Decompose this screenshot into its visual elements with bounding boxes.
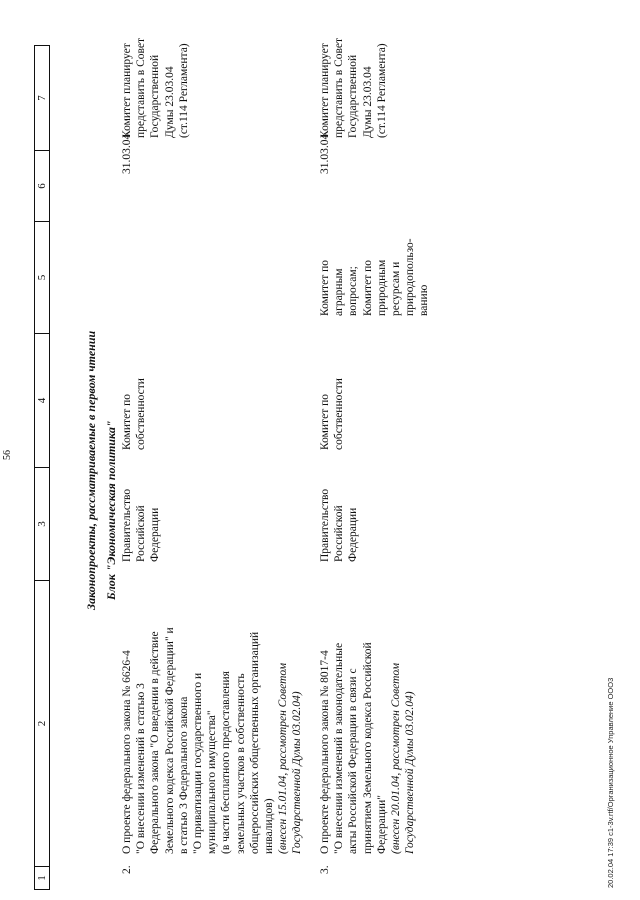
co-committee-line: Комитет по [361, 260, 374, 316]
title-line: муниципального имущества" [206, 710, 219, 854]
title-line: "О внесении изменений в статью 3 [135, 683, 148, 854]
initiator-line: Правительство [319, 488, 331, 562]
header-col-7: 7 [35, 46, 50, 151]
initiator-line: Российской [135, 505, 148, 562]
footer-file-info: 20.02.04 17:39 c1-3v.rtf/Организационное Управление OOO3 [606, 677, 615, 888]
header-col-3: 3 [35, 468, 50, 581]
title-line: О проекте федерального закона № 8017-4 [319, 650, 331, 854]
committee-line: Комитет по [319, 394, 331, 450]
block-title: Блок "Экономическая политика" [104, 420, 118, 600]
title-line: общероссийских общественных организаций [248, 631, 261, 854]
title-line: Федерального закона "О введении в действие [149, 631, 162, 854]
plan-line: Государственной [347, 54, 360, 138]
plan-line: Комитет планирует [319, 43, 331, 138]
row-2-initiator [120, 489, 163, 562]
header-col-5: 5 [35, 222, 50, 334]
title-line: акты Российской Федерации в связи с [347, 668, 360, 854]
committee-line: Комитет по [121, 394, 133, 450]
co-committee-line: ресурсам и [390, 261, 403, 316]
title-line: инвалидов) [263, 798, 276, 854]
initiator-line: Федерации [149, 507, 162, 562]
title-line: принятием Земельного кодекса Российской [361, 642, 374, 854]
plan-line: представить в Совет [135, 37, 148, 138]
row-3-initiator [318, 489, 361, 562]
plan-line: Комитет планирует [121, 43, 133, 138]
plan-line: (ст.114 Регламента) [177, 43, 190, 138]
row-3-title [318, 642, 417, 854]
plan-line: Думы 23.03.04 [163, 66, 176, 138]
note-line: (внесен 20.01.04, рассмотрен Советом [390, 662, 403, 854]
co-committee-line: ванию [418, 284, 431, 316]
header-col-4: 4 [35, 334, 50, 468]
title-line: земельных участков в собственность [234, 673, 247, 854]
committee-line: собственности [333, 378, 346, 450]
co-committee-line: природопользо- [404, 238, 417, 316]
row-2-date: 31.03.04 [121, 133, 133, 174]
title-line: "О приватизации государственного и [192, 672, 205, 854]
co-committee-line: вопросам; [347, 266, 360, 316]
title-line: "О внесении изменений в законодательные [333, 642, 346, 854]
note-line: Государственной Думы 03.02.04) [404, 691, 417, 854]
header-col-6: 6 [35, 151, 50, 222]
row-3-committee [318, 378, 346, 450]
title-line: Земельного кодекса Российской Федерации" и [163, 627, 176, 854]
row-2-title [120, 627, 305, 854]
page-number: 56 [2, 450, 13, 460]
title-line: Федерации" [375, 794, 388, 854]
row-3-number: 3. [319, 865, 331, 874]
plan-line: (ст.114 Регламента) [375, 43, 388, 138]
row-3-plan [318, 38, 389, 138]
committee-line: собственности [135, 378, 148, 450]
plan-line: Думы 23.03.04 [361, 66, 374, 138]
row-2-number: 2. [121, 865, 133, 874]
title-line: в статью 3 Федерального закона [177, 696, 190, 854]
row-3-date: 31.03.04 [319, 133, 331, 174]
plan-line: представить в Совет [333, 37, 346, 138]
row-3-co-committee [318, 238, 432, 316]
plan-line: Государственной [149, 54, 162, 138]
title-line: О проекте федерального закона № 6626-4 [121, 650, 133, 854]
co-committee-line: аграрным [333, 268, 346, 316]
note-line: Государственной Думы 03.02.04) [291, 691, 304, 854]
header-col-2: 2 [35, 581, 50, 867]
initiator-line: Федерации [347, 507, 360, 562]
note-line: (внесен 15.01.04, рассмотрен Советом [277, 662, 290, 854]
co-committee-line: Комитет по [319, 260, 331, 316]
initiator-line: Правительство [121, 488, 133, 562]
title-line: (в части бесплатного предоставления [220, 671, 233, 854]
section-title: Законопроекты, рассматриваемые в первом чтении [84, 330, 98, 610]
initiator-line: Российской [333, 505, 346, 562]
co-committee-line: природным [375, 259, 388, 316]
header-col-1: 1 [36, 875, 48, 881]
row-2-plan [120, 38, 191, 138]
row-2-committee [120, 378, 148, 450]
column-header-row [34, 45, 50, 890]
